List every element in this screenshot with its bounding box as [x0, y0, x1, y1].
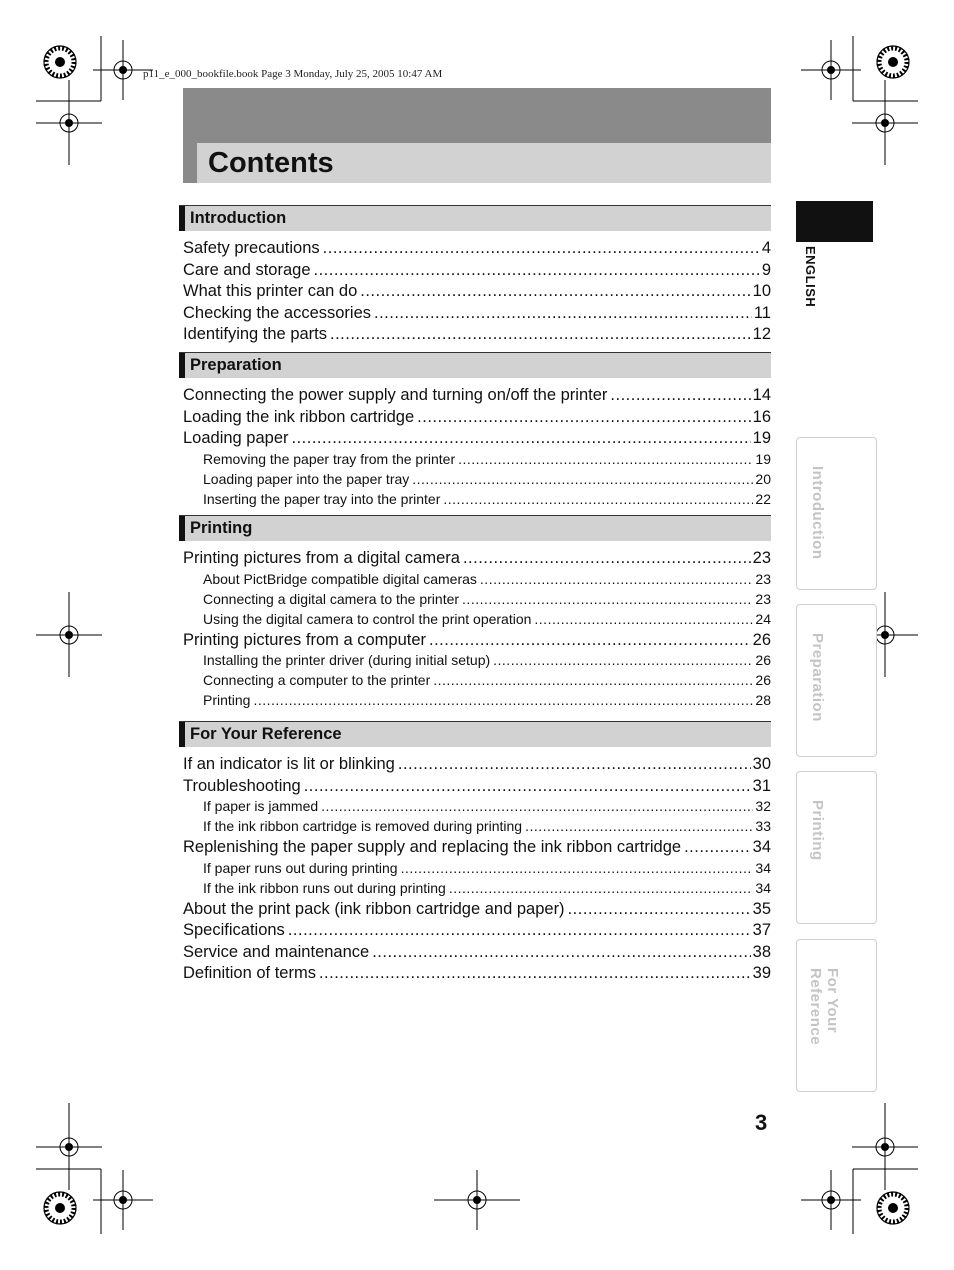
dot-leader [360, 281, 750, 302]
toc-entry-page: 28 [755, 692, 771, 708]
toc-entry-title: If the ink ribbon runs out during printing [203, 879, 446, 896]
tab-label: Printing [809, 800, 826, 861]
toc-entry[interactable] [183, 324, 771, 345]
toc-entry-page: 24 [755, 610, 771, 627]
dot-leader [253, 691, 753, 710]
toc-entry[interactable] [183, 920, 771, 941]
toc-subentry[interactable] [203, 879, 771, 898]
crosshair-icon [801, 40, 861, 100]
toc-entry-title: Loading paper [183, 429, 289, 447]
section-heading [179, 205, 771, 231]
dot-leader [480, 570, 754, 589]
toc-entry-title: Troubleshooting [183, 776, 301, 795]
toc-entry-title: Safety precautions [183, 239, 320, 257]
starburst-icon [877, 1192, 909, 1224]
toc-entry-page: 19 [755, 450, 771, 467]
toc-entry-page: 4 [761, 239, 771, 257]
toc-entry-page: 23 [752, 549, 771, 567]
section-heading [179, 515, 771, 541]
toc-entry[interactable] [183, 385, 771, 406]
toc-subentry[interactable] [203, 610, 771, 629]
toc-entry-page: 23 [755, 590, 771, 607]
tab-label: Introduction [809, 466, 826, 560]
toc-entry-page: 38 [752, 942, 771, 961]
toc-entry-page: 10 [752, 282, 771, 300]
dot-leader [429, 630, 751, 651]
toc-entry-title: Removing the paper tray from the printer [203, 450, 456, 467]
toc-entry-page: 9 [761, 260, 771, 279]
toc-entry-title: Checking the accessories [183, 303, 372, 322]
toc-entry-title: Inserting the paper tray into the printer [203, 490, 441, 507]
dot-leader [443, 490, 753, 509]
toc-entry-title: Specifications [183, 921, 285, 939]
toc-subentry[interactable] [203, 817, 771, 836]
toc-entry-title: Service and maintenance [183, 942, 370, 961]
toc-entry-title: Connecting a computer to the printer [203, 672, 431, 688]
toc-subentry[interactable] [203, 590, 771, 609]
section-heading [179, 721, 771, 747]
starburst-icon [44, 46, 76, 78]
toc-entry-page: 30 [752, 755, 771, 773]
toc-entry-page: 14 [752, 386, 771, 404]
title-banner-top [183, 88, 771, 143]
page-title: Contents [208, 147, 334, 179]
toc-entry[interactable] [183, 548, 771, 569]
toc-entry[interactable] [183, 303, 771, 324]
crosshair-icon [434, 1170, 520, 1230]
toc-entry-page: 11 [753, 303, 771, 322]
toc-subentry[interactable] [203, 797, 771, 816]
toc-entry-title: Loading the ink ribbon cartridge [183, 407, 415, 426]
crosshair-icon [36, 1103, 102, 1190]
toc-entry-title: What this printer can do [183, 282, 358, 300]
dot-leader [321, 797, 753, 816]
toc-entry[interactable] [183, 428, 771, 449]
toc-entry-page: 31 [752, 776, 771, 795]
toc-entry-title: Printing pictures from a computer [183, 630, 427, 649]
toc-entry-title: Care and storage [183, 260, 311, 279]
toc-subentry[interactable] [203, 671, 771, 690]
dot-leader [304, 776, 751, 797]
toc-entry-title: If paper is jammed [203, 798, 319, 814]
tab-for-your-reference[interactable] [796, 939, 877, 1092]
dot-leader [463, 548, 751, 569]
toc-entry[interactable] [183, 260, 771, 281]
dot-leader [323, 238, 760, 259]
toc-entry-page: 34 [755, 859, 771, 876]
toc-entry-page: 20 [755, 470, 771, 487]
toc-entry-page: 39 [752, 964, 771, 982]
dot-leader [610, 385, 750, 406]
crosshair-icon [801, 1170, 861, 1230]
tab-printing[interactable] [796, 771, 877, 924]
dot-leader [493, 651, 753, 670]
toc-entry[interactable] [183, 776, 771, 797]
dot-leader [292, 428, 751, 449]
section-heading [179, 352, 771, 378]
toc-entry-page: 32 [755, 798, 771, 814]
dot-leader [462, 590, 753, 609]
dot-leader [314, 260, 760, 281]
toc-subentry[interactable] [203, 691, 771, 710]
toc-subentry[interactable] [203, 651, 771, 670]
tab-label: Preparation [809, 633, 826, 722]
toc-subentry[interactable] [203, 490, 771, 509]
print-file-header: p11_e_000_bookfile.book Page 3 Monday, July 25, 2005 10:47 AM [143, 68, 443, 80]
toc-entry[interactable] [183, 238, 771, 259]
crosshair-icon [93, 1170, 153, 1230]
dot-leader [684, 837, 751, 858]
toc-entry-page: 26 [752, 630, 771, 649]
title-banner-edge [183, 143, 197, 183]
section-heading-label: Printing [190, 519, 253, 537]
toc-entry-page: 34 [755, 879, 771, 896]
section-heading-label: Introduction [190, 209, 287, 227]
toc-entry-page: 26 [755, 652, 771, 668]
toc-entry-title: If the ink ribbon cartridge is removed during printing [203, 818, 523, 834]
tab-preparation[interactable] [796, 604, 877, 757]
toc-entry-page: 16 [752, 407, 771, 426]
section-marker [179, 206, 185, 231]
section-heading-label: For Your Reference [190, 725, 342, 743]
section-heading-label: Preparation [190, 356, 282, 374]
dot-leader [568, 899, 751, 920]
toc-entry[interactable] [183, 281, 771, 302]
toc-entry-title: About the print pack (ink ribbon cartridge and paper) [183, 899, 565, 918]
toc-entry-page: 22 [755, 490, 771, 507]
starburst-icon [44, 1192, 76, 1224]
toc-entry[interactable] [183, 754, 771, 775]
toc-entry-title: Identifying the parts [183, 325, 328, 343]
toc-subentry[interactable] [203, 450, 771, 469]
tab-label: For Your Reference [807, 968, 841, 1046]
section-marker [179, 353, 185, 378]
toc-entry[interactable] [183, 407, 771, 428]
toc-subentry[interactable] [203, 570, 771, 589]
toc-entry-title: Connecting the power supply and turning on/off the printer [183, 386, 608, 404]
dot-leader [458, 450, 753, 469]
language-block [796, 201, 873, 242]
toc-entry-title: If an indicator is lit or blinking [183, 755, 395, 773]
crosshair-icon [36, 592, 102, 677]
toc-entry[interactable] [183, 837, 771, 858]
dot-leader [372, 942, 750, 963]
section-marker [179, 516, 185, 541]
toc-entry-page: 37 [752, 921, 771, 939]
dot-leader [433, 671, 753, 690]
toc-entry-title: Printing pictures from a digital camera [183, 549, 460, 567]
dot-leader [330, 324, 751, 345]
toc-entry-page: 35 [752, 899, 771, 918]
toc-entry[interactable] [183, 899, 771, 920]
dot-leader [288, 920, 751, 941]
toc-entry-title: Replenishing the paper supply and replacing the ink ribbon cartridge [183, 838, 682, 856]
toc-entry[interactable] [183, 963, 771, 984]
toc-entry-page: 34 [752, 838, 771, 856]
toc-entry-title: About PictBridge compatible digital cameras [203, 570, 477, 587]
crosshair-icon [852, 80, 918, 165]
toc-entry-title: Loading paper into the paper tray [203, 470, 410, 487]
language-label: ENGLISH [803, 246, 818, 308]
tab-introduction[interactable] [796, 437, 877, 590]
toc-entry-title: Using the digital camera to control the print operation [203, 610, 532, 627]
dot-leader [374, 303, 752, 324]
toc-entry[interactable] [183, 630, 771, 651]
toc-entry-page: 12 [752, 325, 771, 343]
section-marker [179, 722, 185, 747]
dot-leader [398, 754, 751, 775]
dot-leader [412, 470, 753, 489]
dot-leader [525, 817, 753, 836]
toc-entry-title: Installing the printer driver (during initial setup) [203, 652, 491, 668]
page-number: 3 [755, 1110, 768, 1135]
toc-entry-title: Printing [203, 692, 251, 708]
toc-entry-page: 19 [752, 429, 771, 447]
dot-leader [534, 610, 753, 629]
crosshair-icon [852, 1103, 918, 1190]
toc-entry-title: If paper runs out during printing [203, 859, 398, 876]
crosshair-icon [36, 80, 102, 165]
toc-subentry[interactable] [203, 470, 771, 489]
dot-leader [417, 407, 750, 428]
toc-entry-page: 26 [755, 672, 771, 688]
toc-entry[interactable] [183, 942, 771, 963]
toc-entry-page: 33 [755, 818, 771, 834]
toc-entry-page: 23 [755, 570, 771, 587]
dot-leader [401, 859, 754, 878]
dot-leader [319, 963, 751, 984]
toc-entry-title: Definition of terms [183, 964, 316, 982]
toc-entry-title: Connecting a digital camera to the printer [203, 590, 460, 607]
dot-leader [449, 879, 754, 898]
toc-subentry[interactable] [203, 859, 771, 878]
starburst-icon [877, 46, 909, 78]
